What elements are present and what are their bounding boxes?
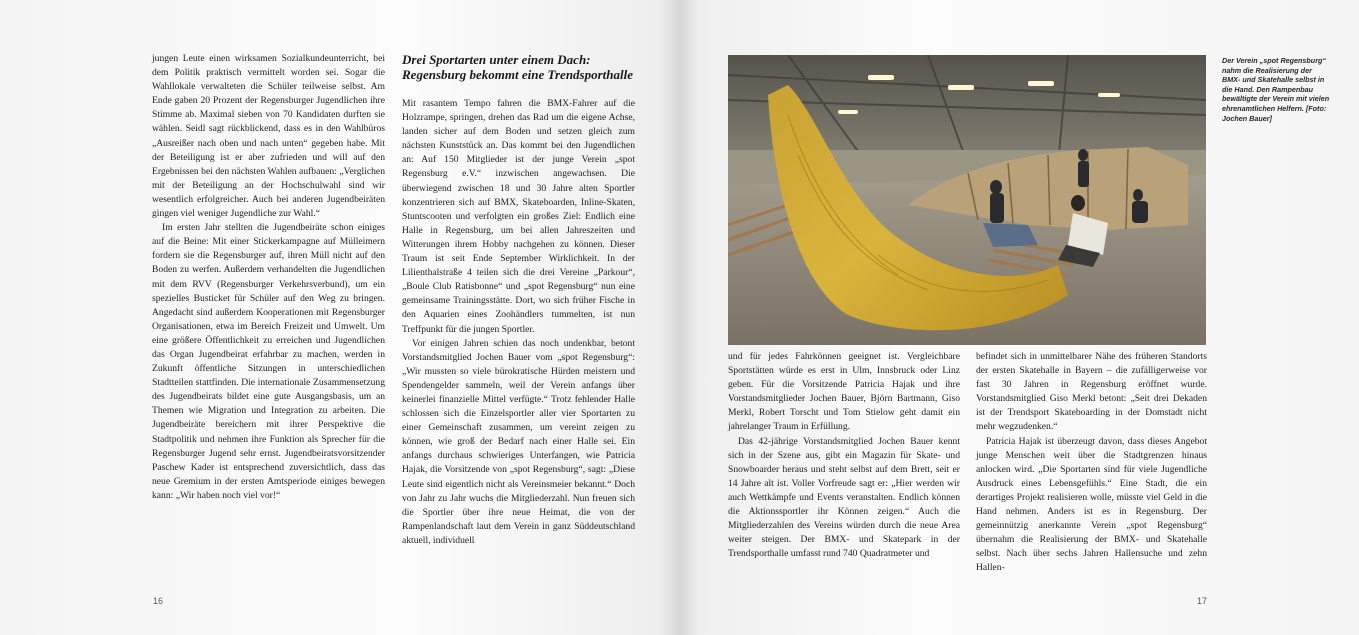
left-page [0, 0, 679, 635]
photo-skatepark-ramp-construction [728, 55, 1206, 345]
paragraph: Im ersten Jahr stellten die Jugendbeiräte schon einiges auf die Beine: Mit einer Stickerkampagne auf Mülleimern fordern sie die Regensburger auf, ihren Müll nicht auf den Boden zu werfen. Außerdem verhandelten die Jugendlichen mit dem RVV (Regensburger Verkehrsverbund), um ein spezielles Busticket für Schüler auf den Weg zu bringen. Angedacht sind außerdem Kooperationen mit Regensburger Organisationen, etwa im Bereich Freizeit und Umwelt. Um eine größere Öffentlichkeit zu erreichen und Jugendlichen das Organ Jugendbeirat erfahrbar zu machen, werden in Zukunft öffentliche Sitzungen in unterschiedlichen Stadtteilen stattfinden. Die internationale Zusammensetzung des Jugendbeirats bildet eine gute Ausgangsbasis, um an Themen wie Migration und Integration zu arbeiten. Die Jugendbeiräte bereichern mit ihrer Perspektive die Stadtpolitik und nehmen ihre Funktion als Sprecher für die Regensburger Jugend sehr ernst. Jugendbeiratsvorsitzender Paschew Kader ist entsprechend zuversichtlich, dass das neue Gremium in der ersten Amtsperiode einiges bewegen kann: „Wir haben noch viel vor!“ [152, 222, 385, 501]
article-headline: Drei Sportarten unter einem Dach: Regensburg bekommt eine Trendsporthalle [402, 52, 633, 82]
photo-illustration [728, 55, 1206, 345]
article-column-4 [976, 350, 1207, 576]
paragraph: Vor einigen Jahren schien das noch undenkbar, betont Vorstandsmitglied Jochen Bauer vom „spot Regensburg“: „Wir mussten so viele bürokratische Hürden meistern und Spendengelder sammeln, weil der Verein anfangs über keinerlei finanzielle Mittel verfügte.“ Trotz fehlender Halle schlossen sich die Einzelsportler aller vier Sportarten zu einer Gemeinschaft zusammen, um vereint zeigen zu können, wie groß der Bedarf nach einer Halle sei. Ein anfangs durchaus schwieriges Unterfangen, wie Patricia Hajak, die Vorsitzende von „spot Regensburg“, sagt: „Diese Leute sind eigentlich nicht als Vereinsmeier bekannt.“ Doch von Jahr zu Jahr wuchs die Mitgliederzahl. Nun freuen sich die Sportler über ihre neue Heimat, die von der Rampenlandschaft laut dem Verein in ganz Süddeutschland aktuell, individuell [402, 337, 635, 546]
paragraph: und für jedes Fahrkönnen geeignet ist. Vergleichbare Sportstätten würde es erst in Ulm, Innsbruck oder Linz geben. Für die Vorsitzende Patricia Hajak und ihre Vorstandsmitglieder Jochen Bauer, Björn Bartmann, Giso Merkl, Robert Torscht und Tom Stielow geht damit ein jahrelanger Traum in Erfüllung. [728, 351, 960, 433]
photo-caption: Der Verein „spot Regensburg“ nahm die Realisierung der BMX- und Skatehalle selbst in die Hand. Den Rampenbau bewältigte der Verein mit vielen ehrenamtlichen Helfern. [Foto: Jochen Bauer] [1222, 56, 1330, 123]
article-column-1 [152, 52, 385, 503]
paragraph: jungen Leute einen wirksamen Sozialkundeunterricht, bei dem Politik praktisch vermittelt worden sei. Sogar die Wahllokale verwalteten die Schüler teilweise selbst. Am Ende gaben 20 Prozent der Regensburger Jugendlichen ihre Stimme ab. Maximal sieben von 70 Kandidaten durften sie wählen. Seidl sagt rückblickend, dass es in den Wahlbüros „Ausreißer nach oben und nach unten“ gegeben habe. Mit der Beteiligung ist er aber zufrieden und will auf den Ergebnissen bei den nächsten Wahlen aufbauen: „Verglichen mit der Beteiligung an der Hochschulwahl sind wir wesentlich erfolgreicher. Auch bei anderen Jugendbeiräten gingen viel weniger Jugendliche zur Wahl.“ [152, 53, 385, 220]
paragraph: Mit rasantem Tempo fahren die BMX-Fahrer auf die Holzrampe, springen, drehen das Rad um die eigene Achse, landen sicher auf dem Boden und setzen gleich zum nächsten Kunststück an. Das kommt bei den Jugendlichen an: Auf 150 Mitglieder ist der junge Verein „spot Regensburg e.V.“ inzwischen angewachsen. Die überwiegend zwischen 18 und 30 Jahre alten Sportler konzentrieren sich auf BMX, Skateboarden, Inline-Skaten, Stuntscooten und verfolgten ein großes Ziel: Endlich eine Halle in Regensburg, um bei allen Jahreszeiten und Witterungen ihrem Hobby nachgehen zu können. Dieser Traum ist seit Ende September Wirklichkeit. In der Lilienthalstraße 4 teilen sich die drei Vereine „Parkour“, „Boule Club Ratisbonne“ und „spot Regensburg“ nun eine gemeinsame Trainingsstätte. Dort, wo sich früher Fische in den Aquarien eines Zoohändlers tummelten, ist nun Treffpunkt für die jungen Sportler. [402, 98, 635, 335]
paragraph: befindet sich in unmittelbarer Nähe des früheren Standorts der ersten Skatehalle in Bayern – die zufälligerweise vor fast 30 Jahren in Regensburg eröffnet wurde. Vorstandsmitglied Giso Merkl betont: „Seit drei Dekaden ist der Trendsport Skateboarding in der Domstadt nicht mehr wegzudenken.“ [976, 351, 1207, 433]
page-number: 16 [153, 596, 164, 606]
paragraph: Das 42-jährige Vorstandsmitglied Jochen Bauer kennt sich in der Szene aus, gibt ein Magazin für Skate- und Snowboarder heraus und steht selbst auf dem Brett, seit er 14 Jahre alt ist. Voller Vorfreude sagt er: „Hier werden wir auch Wettkämpfe und Events veranstalten. Endlich können die Aktionssportler ihr Können zeigen.“ Auch die Mitgliederzahlen des Vereins würden durch die neue Area weiter steigen. Der BMX- und Skatepark in der Trendsporthalle umfasst rund 740 Quadratmeter und [728, 435, 960, 560]
article-column-2 [402, 97, 635, 548]
article-column-3 [728, 350, 960, 561]
page-number: 17 [1197, 596, 1208, 606]
paragraph: Patricia Hajak ist überzeugt davon, dass dieses Angebot junge Menschen weit über die Stadtgrenzen hinaus anlocken wird. „Die Sportarten sind für viele Jugendliche Ausdruck eines Lebensgefühls.“ Eine Stadt, die ein derartiges Projekt realisieren wolle, müsste viel Geld in die Hand nehmen. Anders ist es in Regensburg. Der gemeinnützig anerkannte Verein „spot Regensburg“ übernahm die Realisierung der BMX- und Skatehalle selbst. Nach über sechs Jahren Hallensuche und zehn Hallen- [976, 435, 1207, 574]
